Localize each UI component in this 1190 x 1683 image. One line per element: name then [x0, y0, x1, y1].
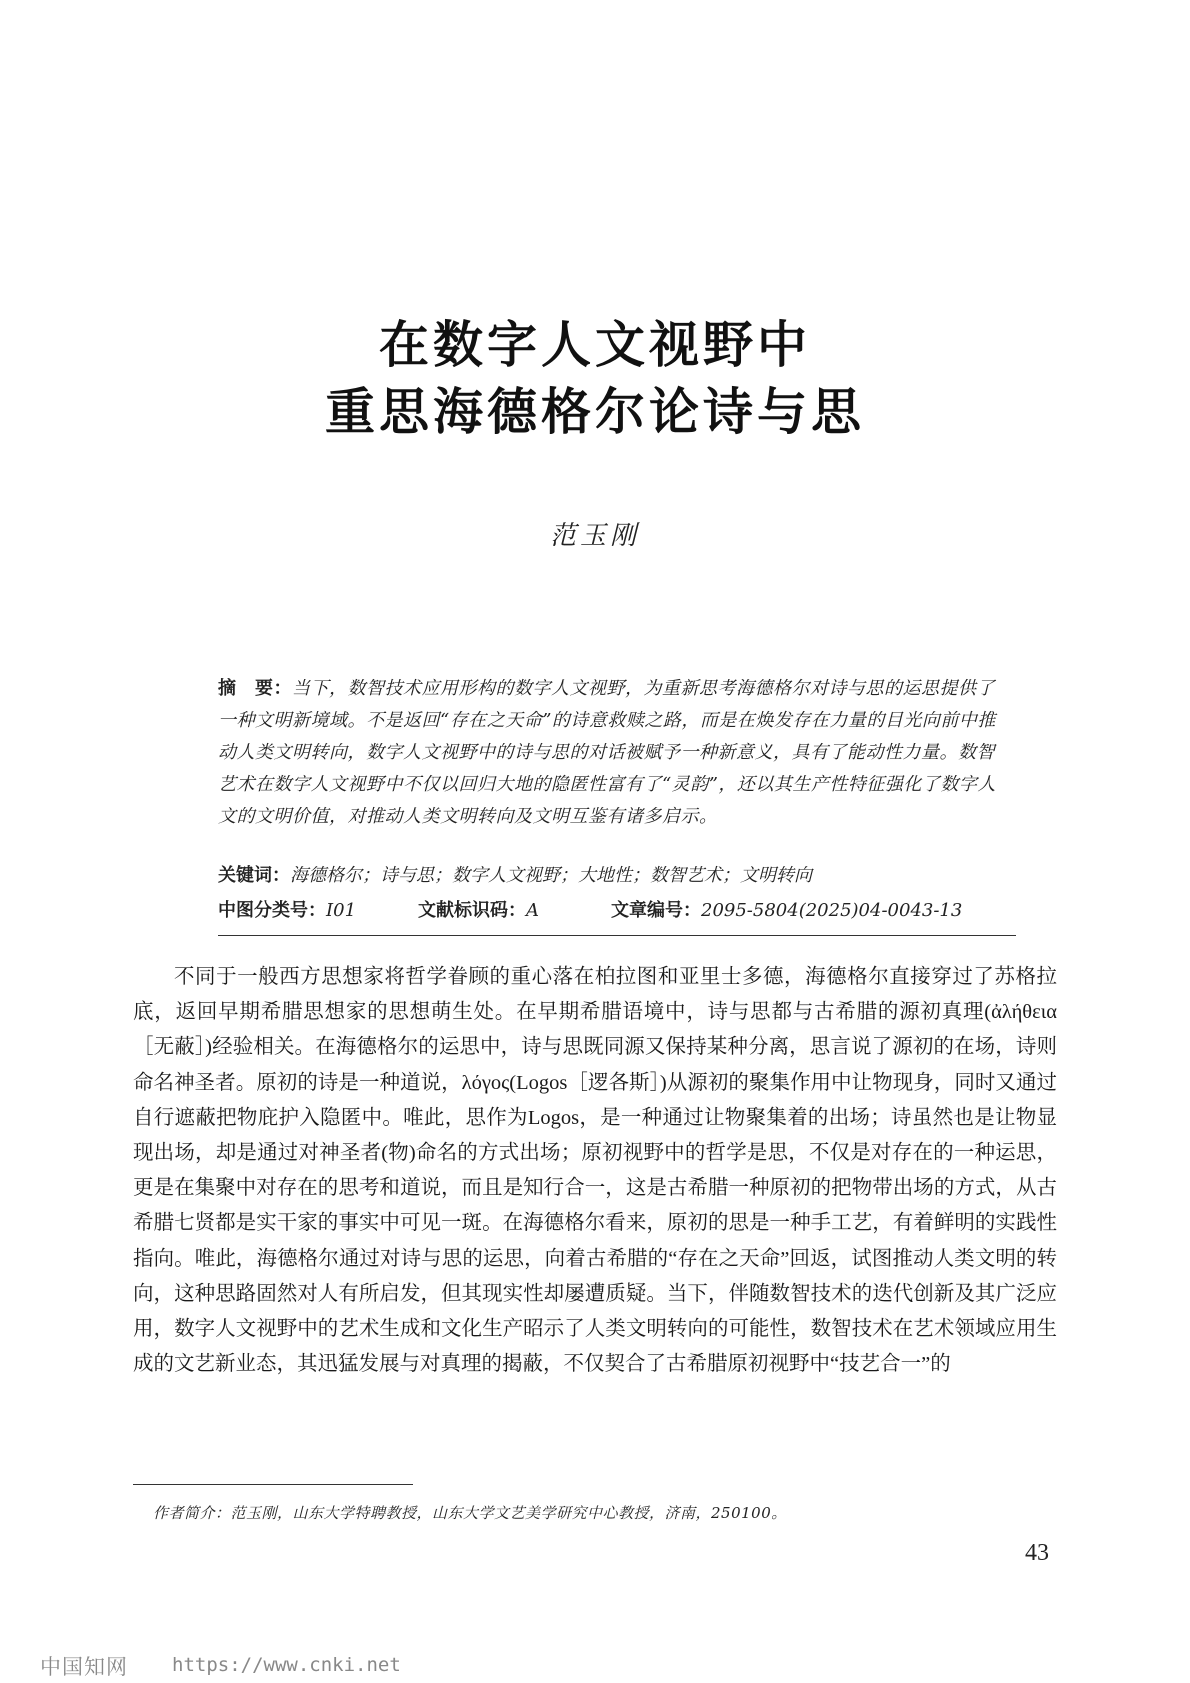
keywords-text: 海德格尔；诗与思；数字人文视野；大地性；数智艺术；文明转向: [290, 865, 812, 886]
abstract-label: 摘 要：: [218, 678, 292, 699]
article-number-value: 2095-5804(2025)04-0043-13: [701, 900, 963, 921]
classification-number: [218, 896, 356, 922]
body-paragraph: 不同于一般西方思想家将哲学眷顾的重心落在柏拉图和亚里士多德，海德格尔直接穿过了苏格拉底，返回早期希腊思想家的思想萌生处。在早期希腊语境中，诗与思都与古希腊的源初真理(ἀλήθεια［无蔽］)经验相关。在海德格尔的运思中，诗与思既同源又保持某种分离，思言说了源初的在场，诗则命名神圣者。原初的诗是一种道说，λόγος(Logos［逻各斯］)从源初的聚集作用中让物现身，同时又通过自行遮蔽把物庇护入隐匿中。唯此，思作为Logos，是一种通过让物聚集着的出场；诗虽然也是让物显现出场，却是通过对神圣者(物)命名的方式出场；原初视野中的哲学是思，不仅是对存在的一种运思，更是在集聚中对存在的思考和道说，而且是知行合一，这是古希腊一种原初的把物带出场的方式，从古希腊七贤都是实干家的事实中可见一斑。在海德格尔看来，原初的思是一种手工艺，有着鲜明的实践性指向。唯此，海德格尔通过对诗与思的运思，向着古希腊的“存在之天命”回返，试图推动人类文明的转向，这种思路固然对人有所启发，但其现实性却屡遭质疑。当下，伴随数智技术的迭代创新及其广泛应用，数字人文视野中的艺术生成和文化生产昭示了人类文明转向的可能性，数智技术在艺术领域应用生成的文艺新业态，其迅猛发展与对真理的揭蔽，不仅契合了古希腊原初视野中“技艺合一”的: [133, 966, 1057, 1376]
abstract: [218, 673, 1011, 833]
article-number: [611, 896, 962, 922]
document-code-label: 文献标识码：: [418, 900, 526, 921]
author-name: 范玉刚: [549, 521, 640, 551]
keywords: [218, 861, 1011, 887]
article-title-line1: 在数字人文视野中: [379, 316, 811, 374]
keywords-label: 关键词：: [218, 865, 290, 886]
classification-value: I01: [326, 900, 357, 921]
footnote-divider: [133, 1484, 413, 1485]
cnki-watermark-logo: 中国知网: [40, 1655, 128, 1679]
article-title-line2: 重思海德格尔论诗与思: [325, 383, 865, 441]
cnki-watermark-url: https://www.cnki.net: [172, 1654, 401, 1676]
page-number: 43: [1025, 1540, 1049, 1566]
classification-label: 中图分类号：: [218, 900, 326, 921]
article-number-label: 文章编号：: [611, 900, 701, 921]
author-footnote: 作者简介：范玉刚，山东大学特聘教授，山东大学文艺美学研究中心教授，济南，250100。: [153, 1504, 787, 1522]
abstract-text: 当下，数智技术应用形构的数字人文视野，为重新思考海德格尔对诗与思的运思提供了一种文明新境域。不是返回“存在之天命”的诗意救赎之路，而是在焕发存在力量的目光向前中推动人类文明转向，数字人文视野中的诗与思的对话被赋予一种新意义，具有了能动性力量。数智艺术在数字人文视野中不仅以回归大地的隐匿性富有了“灵韵”，还以其生产性特征强化了数字人文的文明价值，对推动人类文明转向及文明互鉴有诸多启示。: [218, 678, 996, 827]
abstract-divider: [218, 935, 1016, 936]
document-code-value: A: [526, 900, 539, 921]
document-code: [418, 896, 539, 922]
